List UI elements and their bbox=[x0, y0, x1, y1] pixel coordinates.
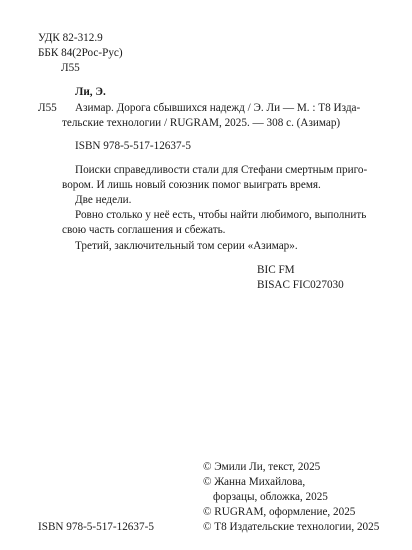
isbn-main: ISBN 978-5-517-12637-5 bbox=[75, 140, 191, 152]
bbk-code: ББК 84(2Рос-Рус) bbox=[38, 47, 123, 59]
bib-description-line1: Азимар. Дорога сбывшихся надежд / Э. Ли — М. : Т8 Изда- bbox=[75, 102, 361, 114]
copyright-line: © Т8 Издательские технологии, 2025 bbox=[203, 521, 380, 533]
bib-description-line2: тельские технологии / RUGRAM, 2025. — 308 с. (Азимар) bbox=[62, 117, 341, 129]
annotation-line: Ровно столько у неё есть, чтобы найти любимого, выполнить bbox=[75, 209, 367, 221]
copyright-line: форзацы, обложка, 2025 bbox=[213, 491, 328, 503]
copyright-line: © Эмили Ли, текст, 2025 bbox=[203, 461, 321, 473]
copyright-line: © Жанна Михайлова, bbox=[203, 476, 306, 488]
bic-code: BIC FM bbox=[257, 264, 295, 276]
udk-code: УДК 82-312.9 bbox=[38, 32, 103, 44]
annotation-line: свою часть соглашения и сбежать. bbox=[62, 224, 226, 236]
annotation-line: Третий, заключительный том серии «Азимар». bbox=[75, 240, 298, 252]
bib-mark: Л55 bbox=[38, 102, 57, 114]
bisac-code: BISAC FIC027030 bbox=[257, 279, 344, 291]
copyright-line: © RUGRAM, оформление, 2025 bbox=[203, 506, 356, 518]
annotation-line: Две недели. bbox=[75, 194, 132, 206]
author-heading: Ли, Э. bbox=[75, 86, 106, 98]
isbn-footer: ISBN 978-5-517-12637-5 bbox=[38, 521, 154, 533]
annotation-line: Поиски справедливости стали для Стефани смертным приго- bbox=[75, 164, 368, 176]
author-mark: Л55 bbox=[61, 62, 80, 74]
annotation-line: вором. И лишь новый союзник помог выиграть время. bbox=[62, 179, 321, 191]
